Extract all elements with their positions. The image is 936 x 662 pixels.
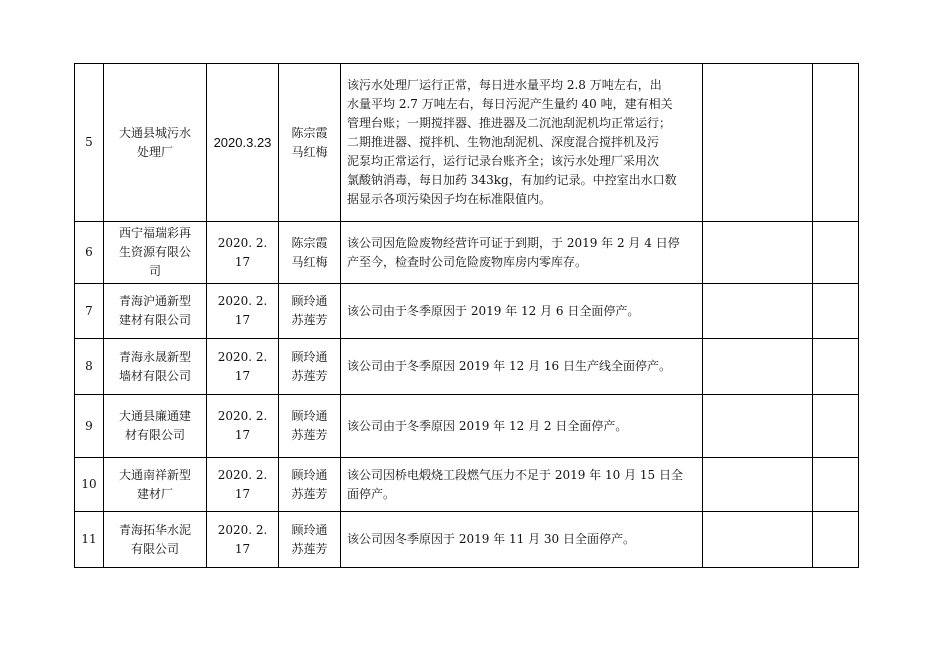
inspection-description: 该公司因桥电煅烧工段燃气压力不足于 2019 年 10 月 15 日全 面停产。 [341,458,703,512]
company-name: 大通南祥新型 建材厂 [104,458,207,512]
inspectors: 顾玲通 苏莲芳 [279,339,341,395]
company-name: 青海拓华水泥 有限公司 [104,512,207,568]
inspection-date: 2020. 2. 17 [207,284,279,339]
inspection-description: 该公司因危险废物经营许可证于到期，于 2019 年 2 月 4 日停 产至今，检查时公司危险废物库房内零库存。 [341,222,703,284]
inspection-date: 2020. 2. 17 [207,512,279,568]
company-name: 大通县城污水 处理厂 [104,64,207,222]
empty-cell [703,222,813,284]
empty-cell [703,64,813,222]
empty-cell [813,64,859,222]
inspection-description: 该公司由于冬季原因于 2019 年 12 月 6 日全面停产。 [341,284,703,339]
row-number: 7 [75,284,104,339]
inspection-date: 2020.3.23 [207,64,279,222]
inspectors: 陈宗霞 马红梅 [279,222,341,284]
row-number: 8 [75,339,104,395]
empty-cell [813,284,859,339]
empty-cell [703,284,813,339]
inspection-date: 2020. 2. 17 [207,458,279,512]
table-row [75,222,859,284]
inspection-description: 该公司由于冬季原因 2019 年 12 月 2 日全面停产。 [341,395,703,458]
table-row [75,512,859,568]
empty-cell [813,339,859,395]
empty-cell [703,512,813,568]
table-row [75,395,859,458]
inspectors: 顾玲通 苏莲芳 [279,458,341,512]
empty-cell [813,395,859,458]
inspectors: 顾玲通 苏莲芳 [279,512,341,568]
inspection-description: 该污水处理厂运行正常，每日进水量平均 2.8 万吨左右，出 水量平均 2.7 万吨左右，每日污泥产生量约 40 吨，建有相关 管理台账；一期搅拌器、推进器及二沉池刮泥机均正常运行； 二期推进器、搅拌机、生物池刮泥机、深度混合搅拌机及污 泥泵均正常运行，运行记录台账齐全；该污水处理厂采用次 氯酸钠消毒，每日加药 343kg，有加约记录。中控室出水口数 据显示各项污染因子均在标准限值内。 [341,64,703,222]
row-number: 11 [75,512,104,568]
empty-cell [703,395,813,458]
row-number: 5 [75,64,104,222]
table-row [75,284,859,339]
empty-cell [813,458,859,512]
inspection-date: 2020. 2. 17 [207,222,279,284]
row-number: 9 [75,395,104,458]
inspection-date: 2020. 2. 17 [207,339,279,395]
company-name: 青海永晟新型 墙材有限公司 [104,339,207,395]
empty-cell [813,222,859,284]
inspection-description: 该公司因冬季原因于 2019 年 11 月 30 日全面停产。 [341,512,703,568]
inspectors: 顾玲通 苏莲芳 [279,284,341,339]
inspection-description: 该公司由于冬季原因 2019 年 12 月 16 日生产线全面停产。 [341,339,703,395]
company-name: 青海沪通新型 建材有限公司 [104,284,207,339]
table-row [75,64,859,222]
row-number: 10 [75,458,104,512]
inspectors: 顾玲通 苏莲芳 [279,395,341,458]
table-row [75,339,859,395]
row-number: 6 [75,222,104,284]
company-name: 大通县廉通建 材有限公司 [104,395,207,458]
inspection-table [74,63,859,568]
table-row [75,458,859,512]
inspection-date: 2020. 2. 17 [207,395,279,458]
empty-cell [813,512,859,568]
empty-cell [703,458,813,512]
empty-cell [703,339,813,395]
inspectors: 陈宗霞 马红梅 [279,64,341,222]
company-name: 西宁福瑞彩再 生资源有限公 司 [104,222,207,284]
